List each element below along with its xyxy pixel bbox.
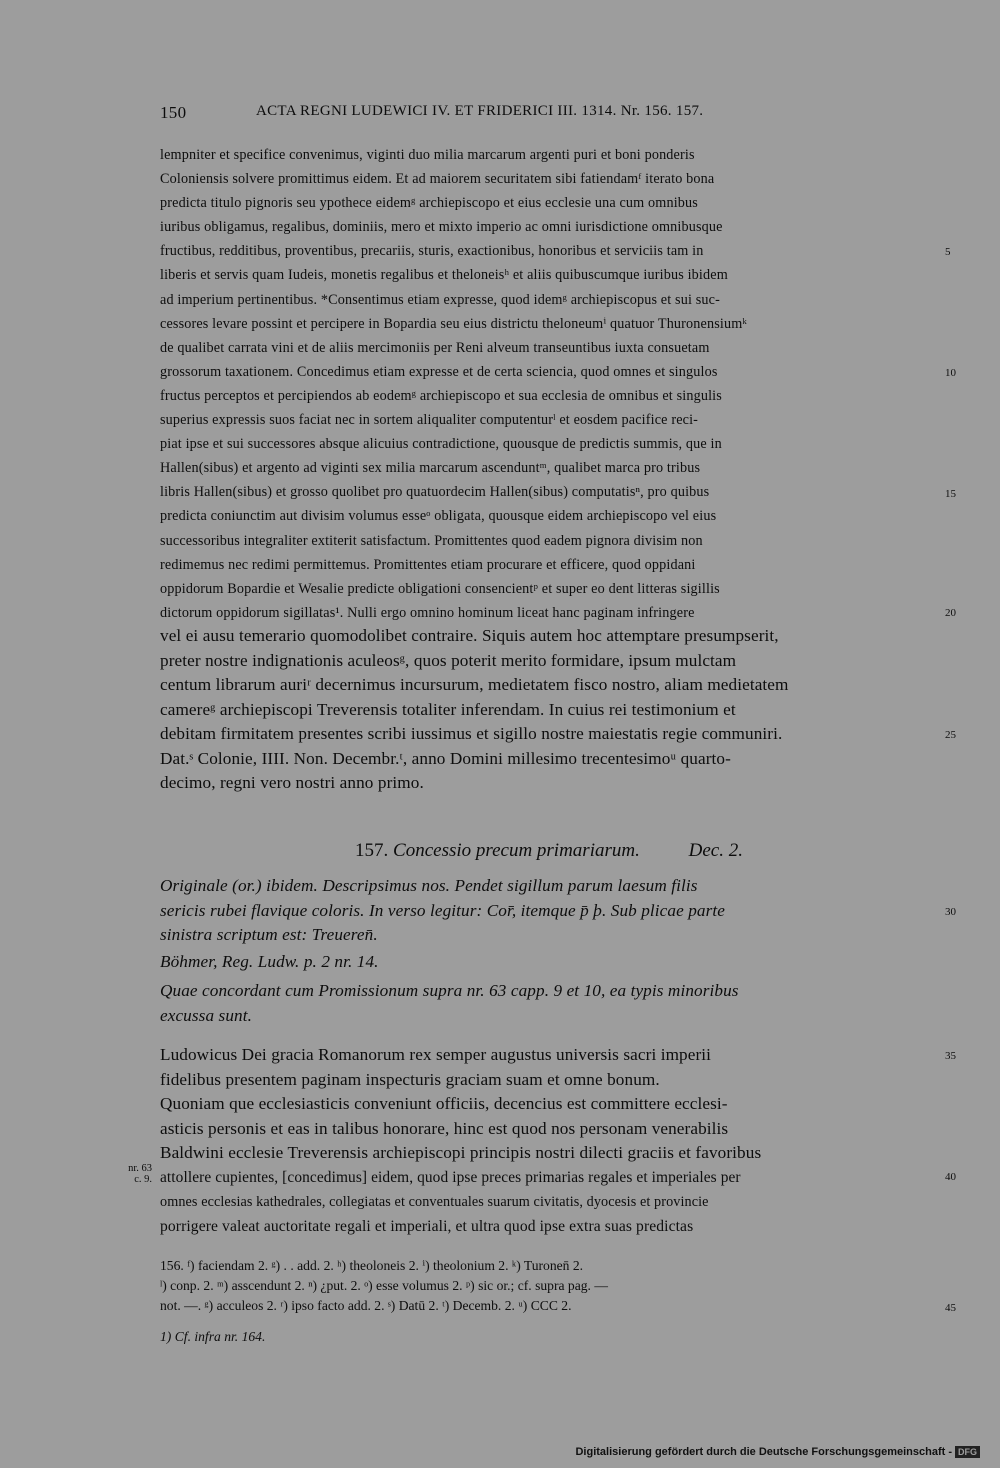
text-line: Ludowicus Dei gracia Romanorum rex semper augustus universis sacri imperii	[160, 1045, 712, 1064]
footnote-line: 156. ᶠ) faciendam 2. ᵍ) . . add. 2. ʰ) theoloneis 2. ⁱ) theolonium 2. ᵏ) Turonen̄ 2.	[160, 1258, 584, 1273]
footnote-line: not. —. ᵍ) acculeos 2. ʳ) ipso facto add. 2. ˢ) Datū 2. ᵗ) Decemb. 2. ᵘ) CCC 2.	[160, 1298, 572, 1313]
text-line: camereᵍ archiepiscopi Treverensis totaliter inferendam. In cuius rei testimonium et	[160, 699, 736, 719]
margin-note-line: nr. 63	[128, 1163, 152, 1174]
line-number: 45	[945, 1302, 956, 1314]
margin-note-line: c. 9.	[134, 1174, 152, 1185]
digitization-footer	[575, 1446, 980, 1458]
text-line: centum librarum auriʳ decernimus incursurum, medietatem fisco nostro, aliam medietatem	[160, 675, 789, 694]
text-line: redimemus nec redimi permittemus. Promittentes etiam procurare et efficere, quod oppidani	[160, 556, 696, 573]
text-line: attollere cupientes, [concedimus] eidem, quod ipse preces primarias regales et imperiales per	[160, 1168, 741, 1186]
doc156-large-text	[160, 624, 938, 796]
line-number: 15	[945, 488, 956, 500]
margin-note	[112, 1163, 152, 1185]
footnote-line: ˡ) conp. 2. ᵐ) asscendunt 2. ⁿ) ¿put. 2. ᵒ) esse volumus 2. ᵖ) sic or.; cf. supra pag. —	[160, 1278, 608, 1293]
text-line: Originale (or.) ibidem. Descripsimus nos. Pendet sigillum parum laesum filis	[160, 876, 698, 895]
text-line: fructus perceptos et percipiendos ab eodemᵍ archiepiscopo et sua ecclesia de omnibus et singulis	[160, 387, 722, 404]
text-line: Hallen(sibus) et argento ad viginti sex milia marcarum ascenduntᵐ, qualibet marca pro tribus	[160, 460, 701, 477]
dfg-logo: DFG	[955, 1446, 980, 1458]
footnote-line: 1) Cf. infra nr. 164.	[160, 1329, 266, 1344]
text-line: iuribus obligamus, regalibus, dominiis, mero et mixto imperio ac omni iurisdictione omnibusque	[160, 219, 723, 236]
line-number: 35	[945, 1050, 956, 1062]
doc-number: 157.	[355, 840, 389, 861]
text-line: lempniter et specifice convenimus, viginti duo milia marcarum argenti puri et boni ponderis	[160, 147, 695, 163]
doc157-text	[160, 1043, 938, 1239]
text-line: sericis rubei flavique coloris. In verso legitur: Cor̄, itemque p̄ þ. Sub plicae parte	[160, 900, 726, 920]
line-number: 20	[945, 607, 956, 619]
text-line: predicta coniunctim aut divisim volumus esseᵒ obligata, quousque eidem archiepiscopo vel eius	[160, 508, 717, 525]
text-line: dictorum oppidorum sigillatas¹. Nulli ergo omnino hominum liceat hanc paginam infringere	[160, 604, 695, 621]
footnotes	[160, 1256, 938, 1316]
text-line: porrigere valeat auctoritate regali et imperiali, et ultra quod ipse extra suas predictas	[160, 1217, 694, 1235]
doc-date: Dec. 2.	[688, 840, 743, 861]
text-line: Baldwini ecclesie Treverensis archiepiscopi principis nostri dilecti graciis et favoribus	[160, 1143, 762, 1162]
text-line: de qualibet carrata vini et de aliis mercimoniis per Reni alveum transeuntibus iuxta consuetam	[160, 339, 710, 356]
text-line: piat ipse et sui successores absque alicuius contradictione, quousque de predictis summis, que in	[160, 436, 722, 453]
doc156-small-text	[160, 143, 938, 625]
doc157-source-description	[160, 874, 938, 948]
text-line: libris Hallen(sibus) et grosso quolibet pro quatuordecim Hallen(sibus) computatisⁿ, pro quibus	[160, 484, 710, 501]
text-line: predicta titulo pignoris seu ypothece eidemᵍ archiepiscopo et eius ecclesie una cum omnibus	[160, 195, 698, 212]
doc157-regest	[160, 950, 938, 975]
text-line: successoribus integraliter extiterit satisfactum. Promittentes quod eadem pignora divisim non	[160, 532, 703, 549]
text-line: omnes ecclesias kathedrales, collegiatas et conventuales suarum civitatis, dyocesis et provincie	[160, 1194, 709, 1210]
text-line: Coloniensis solvere promittimus eidem. Et ad maiorem securitatem sibi fatiendamᶠ iterato bona	[160, 171, 715, 188]
text-line: fructibus, redditibus, proventibus, precariis, sturis, exactionibus, honoribus et serviciis tam in	[160, 243, 704, 260]
text-line: debitam firmitatem presentes scribi iussimus et sigillo nostre maiestatis regie communiri.	[160, 724, 783, 743]
doc-title: Concessio precum primariarum.	[393, 840, 640, 861]
text-line: vel ei ausu temerario quomodolibet contraire. Siquis autem hoc attemptare presumpserit,	[160, 626, 779, 645]
line-number: 30	[945, 906, 956, 918]
text-line: excussa sunt.	[160, 1005, 252, 1025]
line-number: 5	[945, 246, 951, 258]
text-line: Dat.ˢ Colonie, IIII. Non. Decembr.ᵗ, anno Domini millesimo trecentesimoᵘ quarto-	[160, 748, 731, 768]
text-line: superius expressis suos faciat nec in sortem aliqualiter computenturˡ et eosdem pacifice reci-	[160, 412, 699, 429]
text-line: decimo, regni vero nostri anno primo.	[160, 773, 424, 792]
text-line: preter nostre indignationis aculeosᵍ, quos poterit merito formidare, ipsum mulctam	[160, 650, 737, 670]
text-line: cessores levare possint et percipere in Bopardia seu eius districtu theloneumⁱ quatuor Thuronensiumᵏ	[160, 315, 748, 332]
text-line: ad imperium pertinentibus. *Consentimus etiam expresse, quod idemᵍ archiepiscopus et sui suc-	[160, 291, 720, 308]
line-number: 40	[945, 1171, 956, 1183]
text-line: liberis et servis quam Iudeis, monetis regalibus et theloneisʰ et aliis quibuscumque iuribus ibidem	[160, 267, 728, 284]
text-line: Böhmer, Reg. Ludw. p. 2 nr. 14.	[160, 952, 379, 971]
text-line: oppidorum Bopardie et Wesalie predicte obligationi consencientᵖ et super eo dent litteras sigillis	[160, 580, 720, 597]
text-line: grossorum taxationem. Concedimus etiam expresse et de certa sciencia, quod omnes et singulos	[160, 363, 718, 380]
doc157-note	[160, 979, 938, 1028]
footer-text: Digitalisierung gefördert durch die Deutsche Forschungsgemeinschaft -	[575, 1446, 952, 1458]
text-line: sinistra scriptum est: Treueren̄.	[160, 925, 378, 944]
text-line: Quae concordant cum Promissionum supra nr. 63 capp. 9 et 10, ea typis minoribus	[160, 981, 739, 1000]
doc157-heading	[160, 840, 938, 862]
text-line: fidelibus presentem paginam inspecturis graciam suam et omne bonum.	[160, 1069, 660, 1089]
line-number: 10	[945, 367, 956, 379]
text-line: asticis personis et eas in talibus honorare, hinc est quod nos personam venerabilis	[160, 1118, 729, 1138]
text-line: Quoniam que ecclesiasticis conveniunt officiis, decencius est committere ecclesi-	[160, 1094, 728, 1113]
running-title: ACTA REGNI LUDEWICI IV. ET FRIDERICI III. 1314. Nr. 156. 157.	[256, 103, 704, 119]
line-number: 25	[945, 729, 956, 741]
footnote-extra	[160, 1327, 938, 1347]
page-number: 150	[160, 103, 187, 122]
